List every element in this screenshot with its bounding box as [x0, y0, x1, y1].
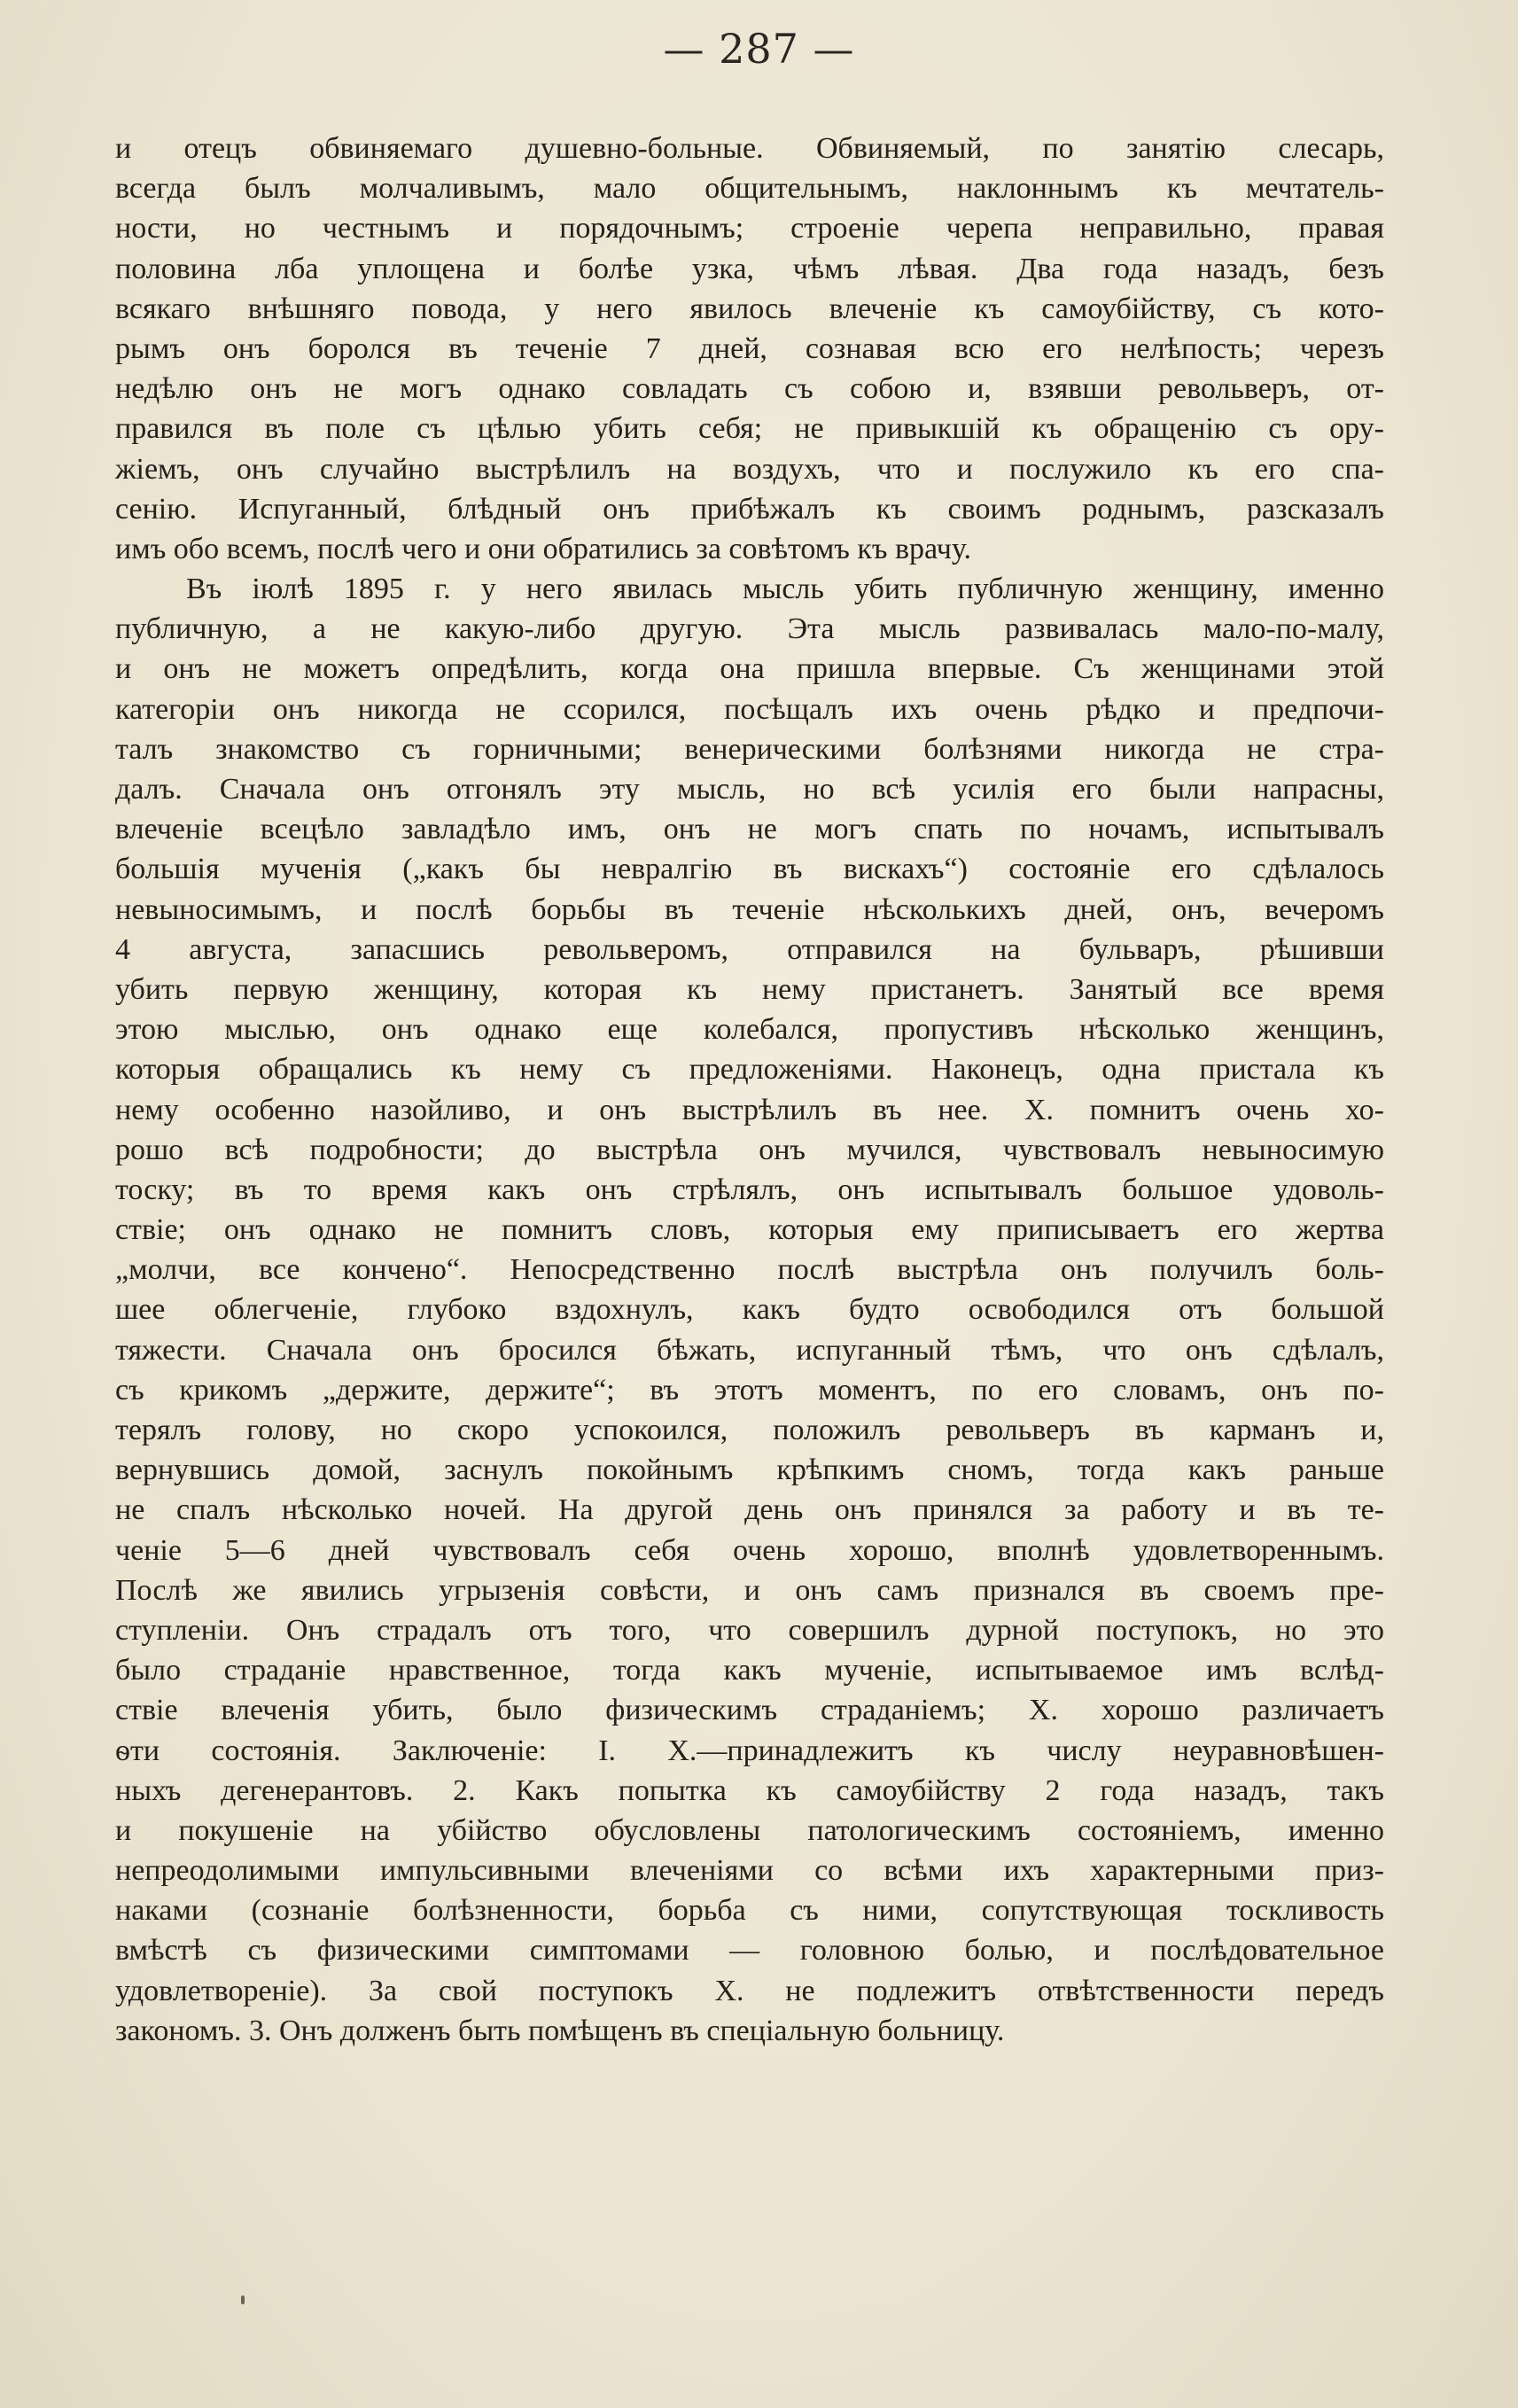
text-line: не спалъ нѣсколько ночей. На другой день онъ принялся за работу и въ те- [115, 1493, 1384, 1527]
text-line: ѳти состоянія. Заключеніе: I. Х.—принадлежитъ къ числу неуравновѣшен- [115, 1734, 1384, 1767]
text-line: всегда былъ молчаливымъ, мало общительнымъ, наклоннымъ къ мечтатель- [115, 172, 1384, 206]
text-line: жіемъ, онъ случайно выстрѣлилъ на воздухъ, что и послужило къ его спа- [115, 452, 1384, 486]
text-line: тоску; въ то время какъ онъ стрѣлялъ, онъ испытывалъ большое удоволь- [115, 1173, 1384, 1206]
text-line: всякаго внѣшняго повода, у него явилось влеченіе къ самоубійству, съ кото- [115, 292, 1384, 325]
text-line: вернувшись домой, заснулъ покойнымъ крѣпкимъ сномъ, тогда какъ раньше [115, 1453, 1384, 1487]
text-line: ченіе 5—6 дней чувствовалъ себя очень хорошо, вполнѣ удовлетвореннымъ. [115, 1533, 1384, 1567]
text-line: рошо всѣ подробности; до выстрѣла онъ мучился, чувствовалъ невыносимую [115, 1133, 1384, 1166]
text-line: тяжести. Сначала онъ бросился бѣжать, испуганный тѣмъ, что онъ сдѣлалъ, [115, 1333, 1384, 1367]
text-line: съ крикомъ „держите, держите“; въ этотъ моментъ, по его словамъ, онъ по- [115, 1373, 1384, 1407]
text-line: удовлетвореніе). За свой поступокъ Х. не подлежитъ отвѣтственности передъ [115, 1974, 1384, 2007]
text-line: ступленіи. Онъ страдалъ отъ того, что совершилъ дурной поступокъ, но это [115, 1613, 1384, 1647]
text-line: ствіе влеченія убить, было физическимъ страданіемъ; Х. хорошо различаетъ [115, 1694, 1384, 1727]
text-line: было страданіе нравственное, тогда какъ мученіе, испытываемое имъ вслѣд- [115, 1654, 1384, 1687]
text-line: публичную, а не какую-либо другую. Эта мысль развивалась мало-по-малу, [115, 612, 1384, 646]
paragraph-start-line: Въ іюлѣ 1895 г. у него явилась мысль убить публичную женщину, именно [186, 573, 1384, 606]
text-line: недѣлю онъ не могъ однако совладать съ собою и, взявши револьверъ, от- [115, 372, 1384, 406]
text-line: половина лба уплощена и болѣе узка, чѣмъ лѣвая. Два года назадъ, безъ [115, 252, 1384, 285]
text-line: далъ. Сначала онъ отгонялъ эту мысль, но всѣ усилія его были напрасны, [115, 773, 1384, 806]
text-line: закономъ. 3. Онъ долженъ быть помѣщенъ въ спеціальную больницу. [115, 2014, 1005, 2047]
page-number: — 287 — [663, 25, 855, 73]
text-line: ныхъ дегенерантовъ. 2. Какъ попытка къ самоубійству 2 года назадъ, такъ [115, 1773, 1384, 1807]
text-line: влеченіе всецѣло завладѣло имъ, онъ не могъ спать по ночамъ, испытывалъ [115, 813, 1384, 846]
ink-speck [241, 2295, 245, 2304]
text-line: шее облегченіе, глубоко вздохнулъ, какъ будто освободился отъ большой [115, 1293, 1384, 1327]
text-line: талъ знакомство съ горничными; венерическими болѣзнями никогда не стра- [115, 732, 1384, 766]
text-line: сенію. Испуганный, блѣдный онъ прибѣжалъ къ своимъ роднымъ, разсказалъ [115, 492, 1384, 526]
text-line: непреодолимыми импульсивными влеченіями со всѣми ихъ характерными приз- [115, 1854, 1384, 1888]
text-line: рымъ онъ боролся въ теченіе 7 дней, сознавая всю его нелѣпость; черезъ [115, 331, 1384, 365]
text-line: и онъ не можетъ опредѣлить, когда она пришла впервые. Съ женщинами этой [115, 652, 1384, 686]
text-line: терялъ голову, но скоро успокоился, положилъ револьверъ въ карманъ и, [115, 1414, 1384, 1446]
text-line: имъ обо всемъ, послѣ чего и они обратились за совѣтомъ къ врачу. [115, 532, 971, 565]
text-line: большія мученія („какъ бы невралгію въ вискахъ“) состояніе его сдѣлалось [115, 853, 1384, 886]
text-line: невыносимымъ, и послѣ борьбы въ теченіе нѣсколькихъ дней, онъ, вечеромъ [115, 892, 1384, 926]
text-line: 4 августа, запасшись револьверомъ, отправился на бульваръ, рѣшивши [115, 932, 1384, 966]
text-line: нему особенно назойливо, и онъ выстрѣлилъ въ нее. Х. помнитъ очень хо- [115, 1093, 1384, 1126]
text-line: которыя обращались къ нему съ предложеніями. Наконецъ, одна пристала къ [115, 1053, 1384, 1087]
text-line: „молчи, все кончено“. Непосредственно послѣ выстрѣла онъ получилъ боль- [115, 1253, 1384, 1287]
page-text [115, 129, 1384, 2051]
text-line: категоріи онъ никогда не ссорился, посѣщалъ ихъ очень рѣдко и предпочи- [115, 692, 1384, 726]
text-line: Послѣ же явились угрызенія совѣсти, и онъ самъ признался въ своемъ пре- [115, 1573, 1384, 1607]
text-line: этою мыслью, онъ однако еще колебался, пропустивъ нѣсколько женщинъ, [115, 1013, 1384, 1047]
text-line: правился въ поле съ цѣлью убить себя; не привыкшій къ обращенію съ ору- [115, 412, 1384, 446]
text-line: ствіе; онъ однако не помнитъ словъ, которыя ему приписываетъ его жертва [115, 1213, 1384, 1247]
text-line: убить первую женщину, которая къ нему пристанетъ. Занятый все время [115, 972, 1384, 1006]
text-line: и отецъ обвиняемаго душевно-больные. Обвиняемый, по занятію слесарь, [115, 132, 1384, 165]
text-line: наками (сознаніе болѣзненности, борьба съ ними, сопутствующая тоскливость [115, 1894, 1384, 1928]
text-line: и покушеніе на убійство обусловлены патологическимъ состояніемъ, именно [115, 1813, 1384, 1847]
text-line: вмѣстѣ съ физическими симптомами — головною болью, и послѣдовательное [115, 1934, 1384, 1968]
text-line: ности, но честнымъ и порядочнымъ; строеніе черепа неправильно, правая [115, 212, 1384, 245]
